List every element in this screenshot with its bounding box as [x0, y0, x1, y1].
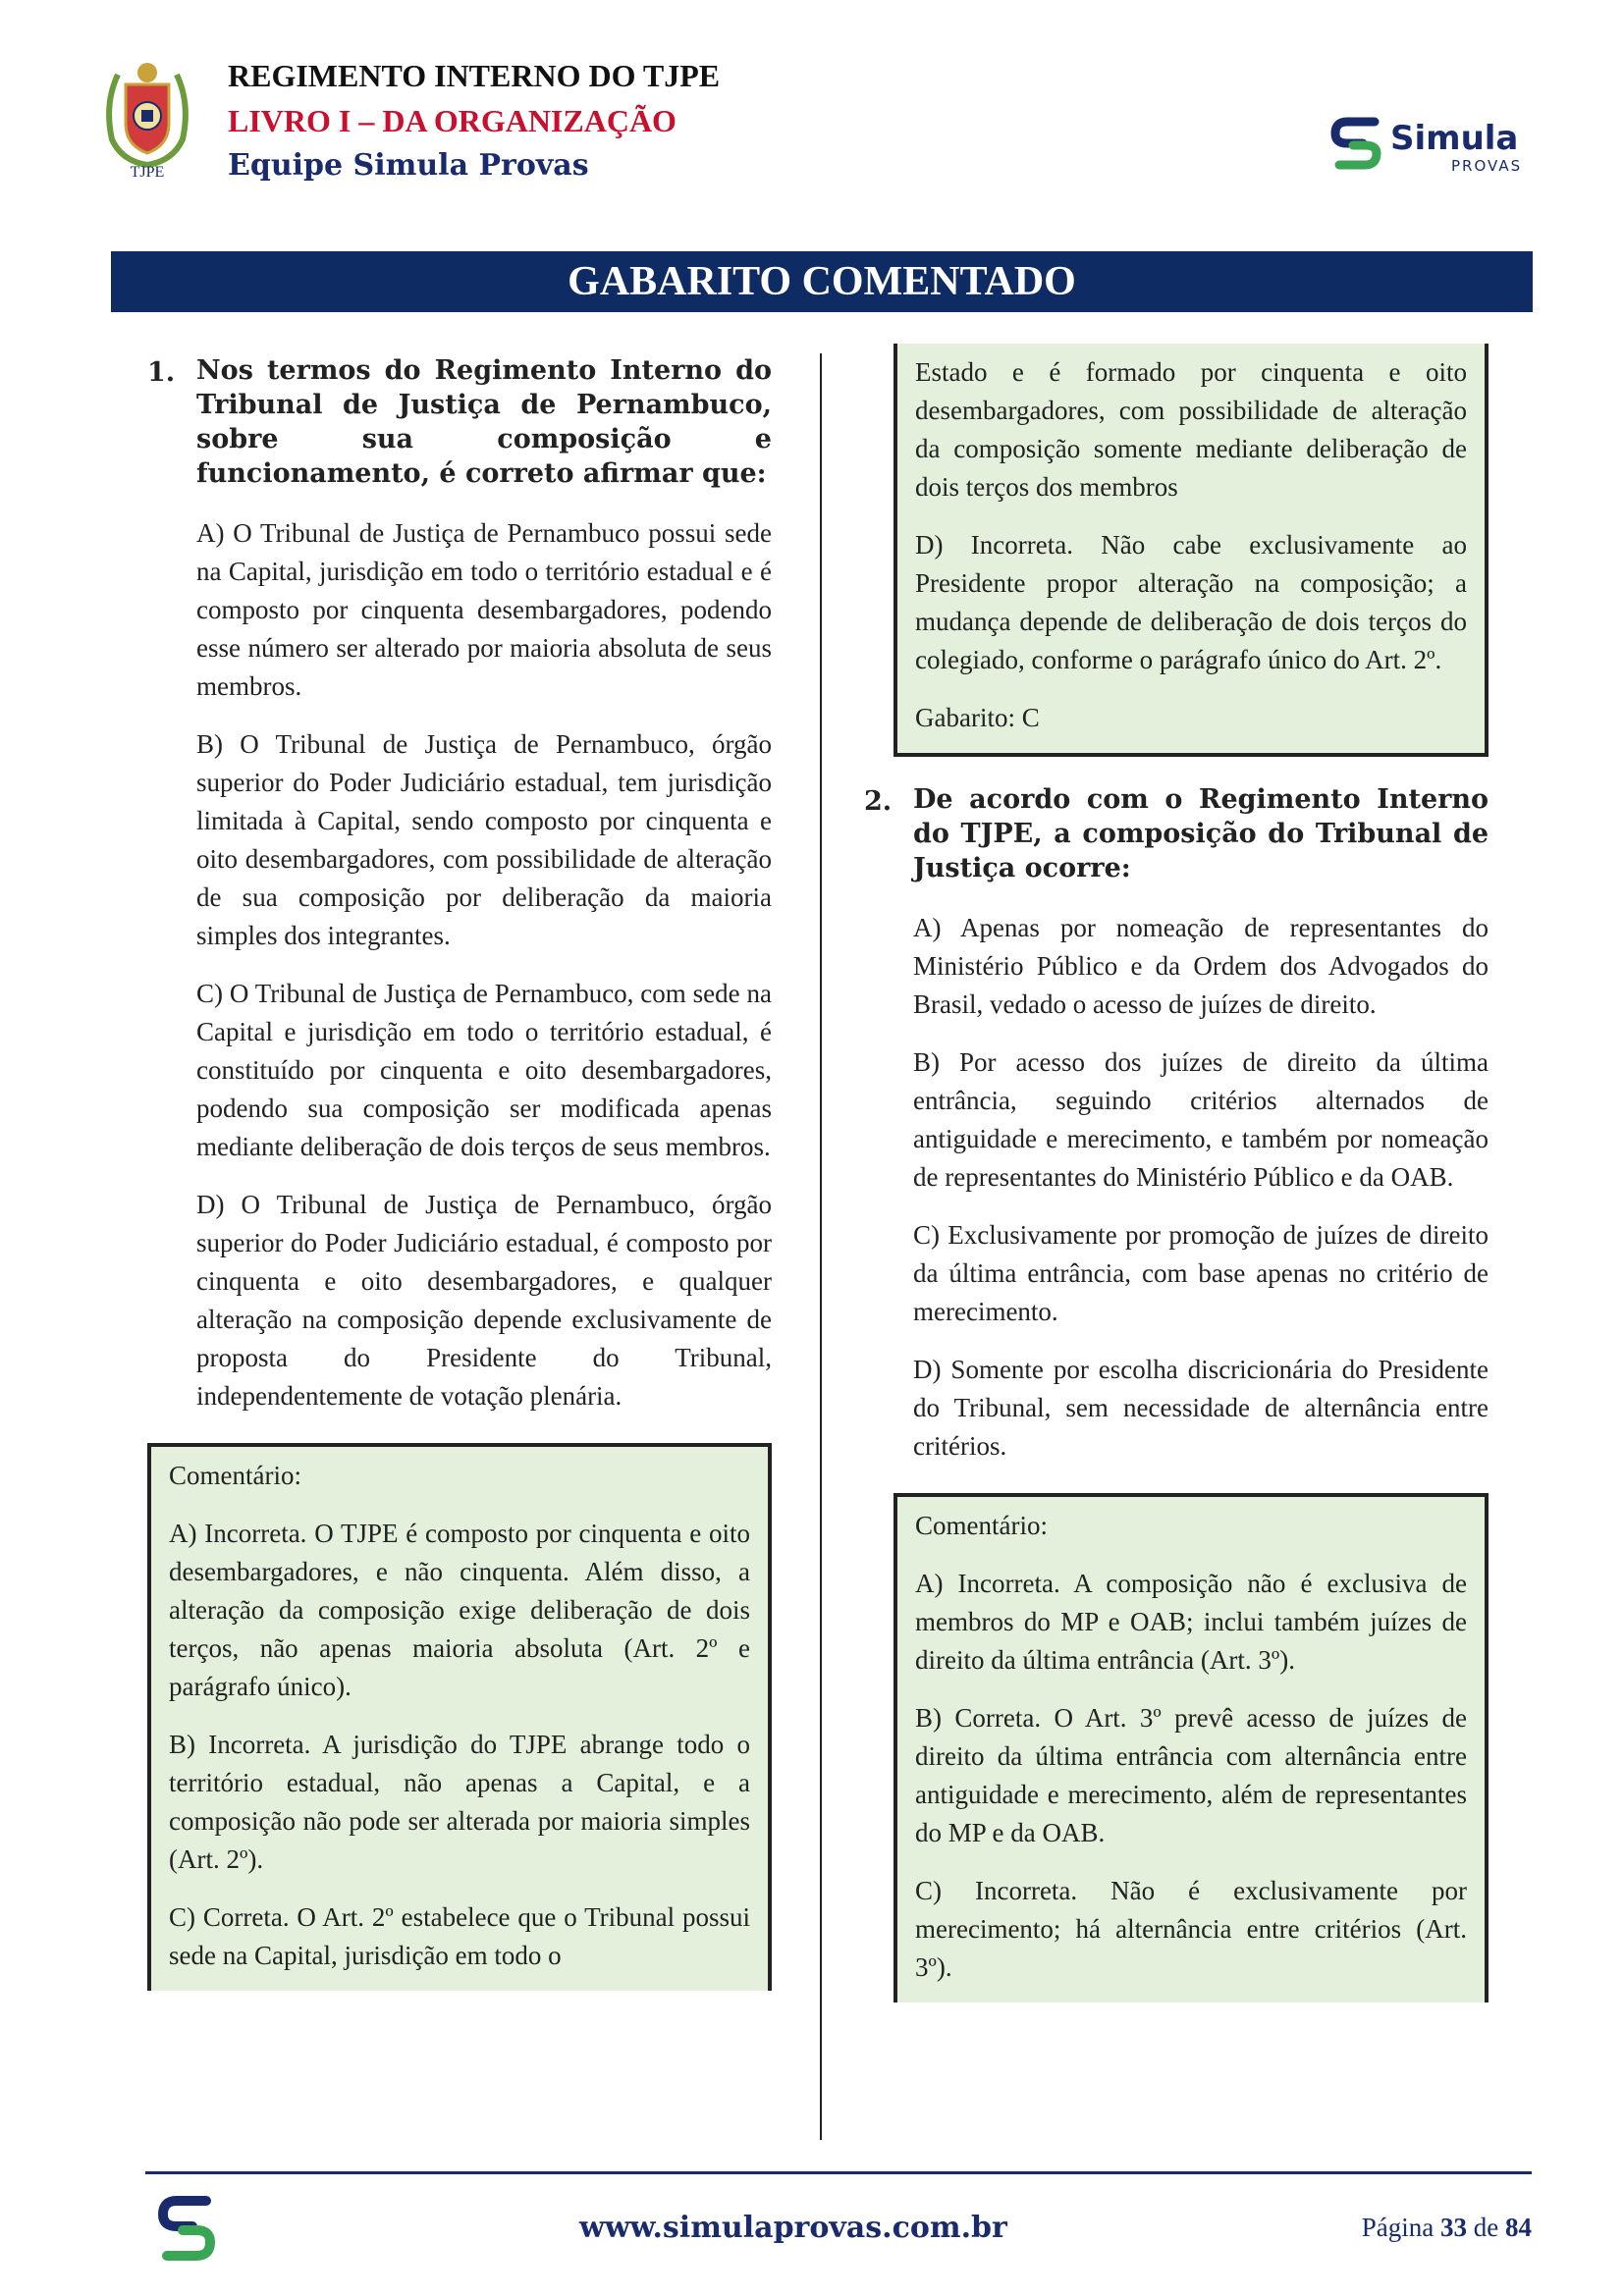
question-text: Nos termos do Regimento Interno do Tribunal de Justiça de Pernambuco, sobre sua composição e funcionamento, é correto afirmar que: [196, 355, 772, 489]
website-link[interactable]: www.simulaprovas.com.br [579, 2211, 1007, 2245]
comment-box-q1-part2 [893, 344, 1489, 757]
option-d: D) O Tribunal de Justiça de Pernambuco, órgão superior do Poder Judiciário estadual, é composto por cinquenta e oito desembargadores, e qualquer alteração na composição depende exclusivamente de proposta do Presidente do Tribunal, independentemente de votação plenária. [196, 1190, 772, 1411]
question-1 [147, 353, 772, 491]
tjpe-seal-icon [98, 55, 196, 185]
document-title: REGIMENTO INTERNO DO TJPE [228, 58, 721, 93]
comment-c: C) Incorreta. Não é exclusivamente por merecimento; há alternância entre critérios (Art. 3º). [915, 1876, 1467, 1982]
svg-text:PROVAS: PROVAS [1451, 157, 1523, 175]
page-header [98, 49, 1532, 196]
comment-label: Comentário: [915, 1511, 1048, 1540]
simula-provas-logo [1326, 110, 1532, 179]
answer-key-banner: GABARITO COMENTADO [111, 251, 1533, 312]
document-subtitle: LIVRO I – DA ORGANIZAÇÃO [228, 103, 677, 138]
question-number: 2. [864, 786, 893, 817]
comment-c: C) Correta. O Art. 2º estabelece que o Tribunal possui sede na Capital, jurisdição em todo o [169, 1902, 750, 1970]
comment-box-q1-part1 [147, 1443, 772, 1991]
option-c: C) O Tribunal de Justiça de Pernambuco, com sede na Capital e jurisdição em todo o território estadual, é constituído por cinquenta e oito desembargadores, podendo sua composição ser modificada apenas mediante deliberação de dois terços de seus membros. [196, 979, 772, 1161]
comment-b: B) Incorreta. A jurisdição do TJPE abrange todo o território estadual, não apenas a Capital, e a composição não pode ser alterada por maioria simples (Art. 2º). [169, 1730, 750, 1874]
comment-box-q2 [893, 1493, 1489, 2002]
svg-text:Simula: Simula [1390, 119, 1519, 158]
option-d: D) Somente por escolha discricionária do Presidente do Tribunal, sem necessidade de alternância entre critérios. [913, 1355, 1489, 1461]
answer-key-q1: Gabarito: C [915, 703, 1040, 732]
option-a: A) Apenas por nomeação de representantes do Ministério Público e da Ordem dos Advogados do Brasil, vedado o acesso de juízes de direito. [913, 913, 1489, 1019]
team-name: Equipe Simula Provas [228, 148, 589, 183]
question-text: De acordo com o Regimento Interno do TJPE, a composição do Tribunal de Justiça ocorre: [913, 784, 1489, 883]
right-column [864, 353, 1489, 2002]
comment-label: Comentário: [169, 1461, 301, 1490]
page-number: Página 33 de 84 [1361, 2213, 1532, 2242]
option-a: A) O Tribunal de Justiça de Pernambuco possui sede na Capital, jurisdição em todo o território estadual e é composto por cinquenta desembargadores, podendo esse número ser alterado por maioria absoluta de seus membros. [196, 518, 772, 701]
svg-text:TJPE: TJPE [130, 164, 165, 181]
comment-c-continued: Estado e é formado por cinquenta e oito desembargadores, com possibilidade de alteração da composição somente mediante deliberação de dois terços dos membros [915, 357, 1467, 502]
comment-a: A) Incorreta. A composição não é exclusiva de membros do MP e OAB; inclui também juízes de direito da última entrância (Art. 3º). [915, 1569, 1467, 1675]
simula-s-icon [157, 2191, 216, 2266]
left-column [147, 353, 772, 1991]
option-b: B) Por acesso dos juízes de direito da última entrância, seguindo critérios alternados de antiguidade e merecimento, e também por nomeação de representantes do Ministério Público e da OAB. [913, 1047, 1489, 1192]
question-number: 1. [147, 357, 176, 388]
column-divider [820, 353, 822, 2140]
option-b: B) O Tribunal de Justiça de Pernambuco, órgão superior do Poder Judiciário estadual, tem jurisdição limitada à Capital, sendo composto por cinquenta e oito desembargadores, com possibilidade de alteração de sua composição por deliberação da maioria simples dos integrantes. [196, 729, 772, 950]
question-2 [864, 782, 1489, 885]
comment-d: D) Incorreta. Não cabe exclusivamente ao Presidente propor alteração na composição; a mudança depende de deliberação de dois terços do colegiado, conforme o parágrafo único do Art. 2º. [915, 530, 1467, 674]
comment-a: A) Incorreta. O TJPE é composto por cinquenta e oito desembargadores, e não cinquenta. Além disso, a alteração da composição exige deliberação de dois terços, não apenas maioria absoluta (Art. 2º e parágrafo único). [169, 1519, 750, 1701]
comment-b: B) Correta. O Art. 3º prevê acesso de juízes de direito da última entrância com alternância entre antiguidade e merecimento, além de representantes do MP e da OAB. [915, 1703, 1467, 1847]
footer-rule [145, 2171, 1532, 2174]
option-c: C) Exclusivamente por promoção de juízes de direito da última entrância, com base apenas no critério de merecimento. [913, 1220, 1489, 1326]
